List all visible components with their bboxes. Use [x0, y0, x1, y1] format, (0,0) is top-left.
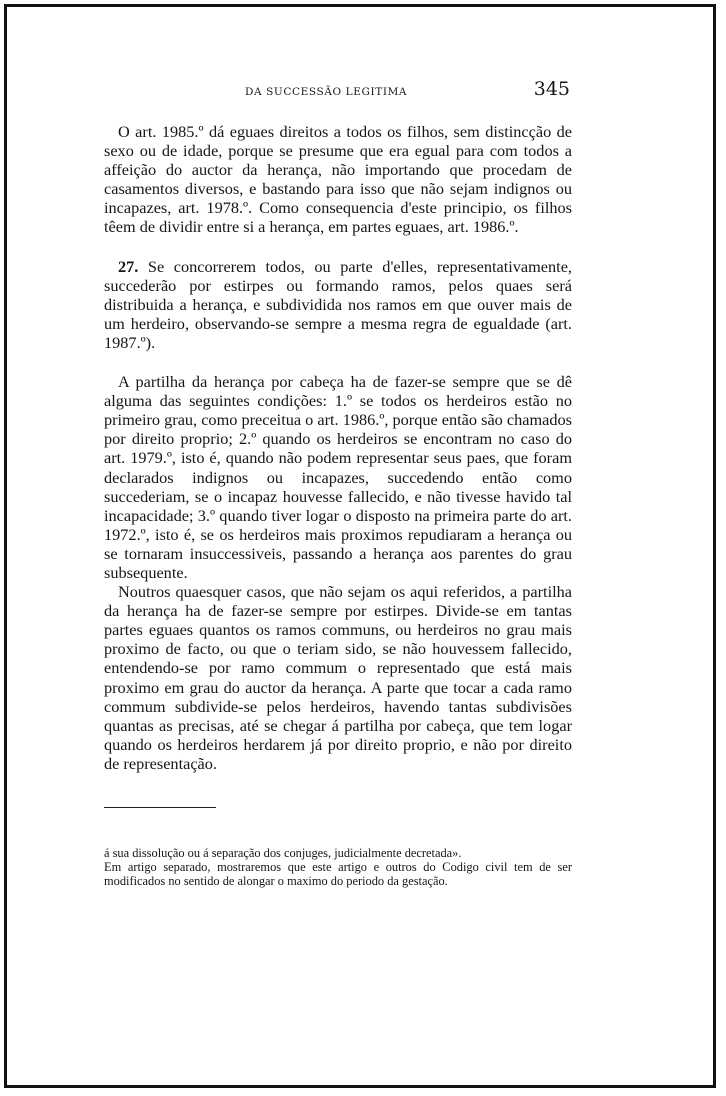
article-number: 27.: [118, 256, 139, 276]
running-title: DA SUCCESSÃO LEGITIMA: [245, 86, 408, 98]
page-number: 345: [533, 78, 570, 100]
footnote-divider: [104, 807, 216, 808]
paragraph-article-27: [104, 257, 572, 352]
page-header: [104, 78, 572, 108]
paragraph-partilha-por-estirpes: Noutros quaesquer casos, que não sejam os aqui referidos, a partilha da herança ha de fazer-se sempre por estirpes. Divide-se em tantas partes eguaes quantos os ramos communs, ou herdeiros no grau mais proximo de facto, ou que o teriam sido, se não houvessem fallecido, entendendo-se por ramo commum o representado que está mais proximo em grau do auctor da herança. A parte que tocar a cada ramo commum subdivide-se pelos herdeiros, havendo tantas subdivisões quantas as precisas, até se chegar á partilha por cabeça, que tem logar quando os herdeiros herdarem já por direito proprio, e não por direito de representação.: [104, 582, 572, 773]
paragraph-partilha-por-cabeca: A partilha da herança por cabeça ha de fazer-se sempre que se dê alguma das seguintes condições: 1.º se todos os herdeiros estão no primeiro grau, como preceitua o art. 1986.º, porque então são chamados por direito proprio; 2.º quando os herdeiros se encontram no caso do art. 1979.º, isto é, quando não podem representar seus paes, que foram declarados indignos ou incapazes, succedendo então como succederiam, se o incapaz houvesse fallecido, e não tivesse havido tal incapacidade; 3.º quando tiver logar o disposto na primeira parte do art. 1972.º, isto é, se os herdeiros mais proximos repudiaram a herança ou se tornaram insuccessiveis, passando a herança aos parentes do grau subsequente.: [104, 372, 572, 582]
document-page: [104, 78, 572, 888]
article-27-text: Se concorrerem todos, ou parte d'elles, representativamente, succederão por estirpes ou formando ramos, pelos quaes será distribuida a herança, e subdividida nos ramos em que ouver mais de um herdeiro, observando-se sempre a mesma regra de egualdade (art. 1987.º).: [104, 256, 572, 352]
footnote-line-1: á sua dissolução ou á separação dos conjuges, judicialmente decretada».: [104, 846, 462, 860]
paragraph-art-1985: O art. 1985.º dá eguaes direitos a todos os filhos, sem distincção de sexo ou de idade, porque se presume que era egual para com todos a affeição do auctor da herança, não importando que procedam de casamentos diversos, e bastando para isso que não sejam indignos ou incapazes, art. 1978.º. Como consequencia d'este principio, os filhos têem de dividir entre si a herança, em partes eguaes, art. 1986.º.: [104, 122, 572, 237]
footnote-line-2: Em artigo separado, mostraremos que este artigo e outros do Codigo civil tem de ser modificados no sentido de alongar o maximo do periodo da gestação.: [104, 860, 572, 888]
